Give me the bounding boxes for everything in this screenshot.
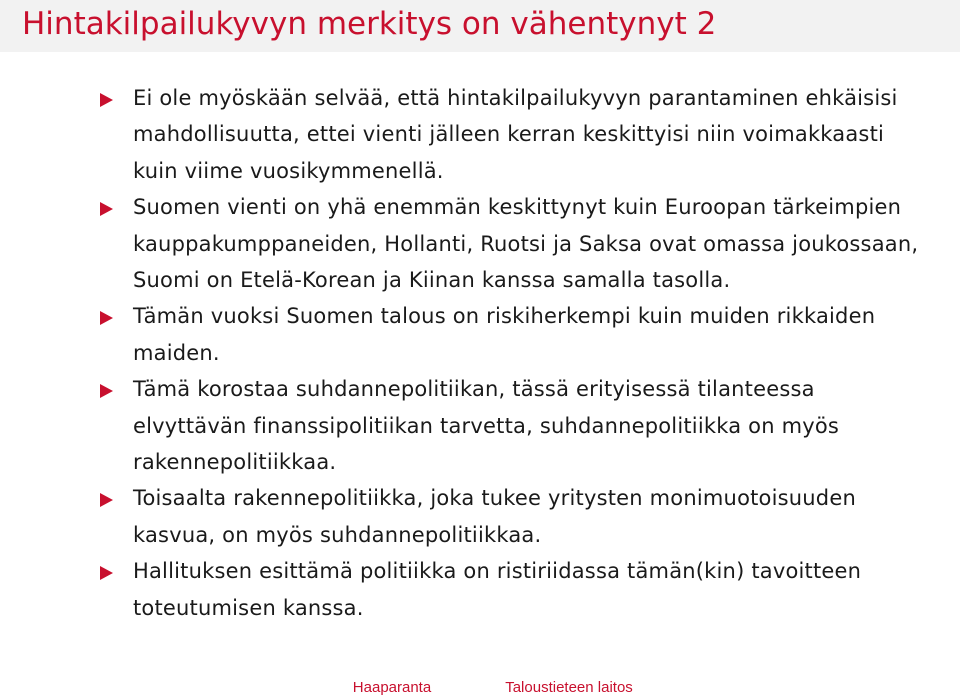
footer-author: Haaparanta bbox=[352, 679, 432, 696]
bullet-item bbox=[96, 553, 926, 626]
slide-title-bar bbox=[0, 0, 960, 52]
slide-title: Hintakilpailukyvyn merkitys on vähentynyt 2 bbox=[22, 6, 717, 42]
bullet-item bbox=[96, 298, 926, 371]
triangle-bullet-icon bbox=[100, 202, 113, 216]
bullet-item bbox=[96, 80, 926, 189]
footer-subject: Taloustieteen laitos bbox=[505, 679, 633, 696]
triangle-bullet-icon bbox=[100, 566, 113, 580]
bullet-list bbox=[96, 80, 926, 626]
bullet-item bbox=[96, 371, 926, 480]
triangle-bullet-icon bbox=[100, 384, 113, 398]
bullet-item bbox=[96, 480, 926, 553]
triangle-bullet-icon bbox=[100, 493, 113, 507]
bullet-text: Hallituksen esittämä politiikka on ristiriidassa tämän(kin) tavoitteen toteutumisen kanssa. bbox=[133, 559, 862, 620]
bullet-text: Toisaalta rakennepolitiikka, joka tukee yritysten monimuotoisuuden kasvua, on myös suhdannepolitiikkaa. bbox=[133, 486, 856, 547]
triangle-bullet-icon bbox=[100, 311, 113, 325]
bullet-item bbox=[96, 189, 926, 298]
bullet-text: Tämän vuoksi Suomen talous on riskiherkempi kuin muiden rikkaiden maiden. bbox=[133, 304, 876, 365]
bullet-text: Ei ole myöskään selvää, että hintakilpailukyvyn parantaminen ehkäisisi mahdollisuutta, ettei vienti jälleen kerran keskittyisi niin voimakkaasti kuin viime vuosikymmenellä. bbox=[133, 86, 898, 183]
slide-footer bbox=[0, 674, 960, 700]
bullet-text: Tämä korostaa suhdannepolitiikan, tässä erityisessä tilanteessa elvyttävän finanssipolitiikan tarvetta, suhdannepolitiikka on myös rakennepolitiikkaa. bbox=[133, 377, 840, 475]
bullet-text: Suomen vienti on yhä enemmän keskittynyt kuin Euroopan tärkeimpien kauppakumppaneiden, Hollanti, Ruotsi ja Saksa ovat omassa joukossaan, Suomi on Etelä-Korean ja Kiinan kanssa samalla tasolla. bbox=[133, 195, 919, 293]
triangle-bullet-icon bbox=[100, 93, 113, 107]
